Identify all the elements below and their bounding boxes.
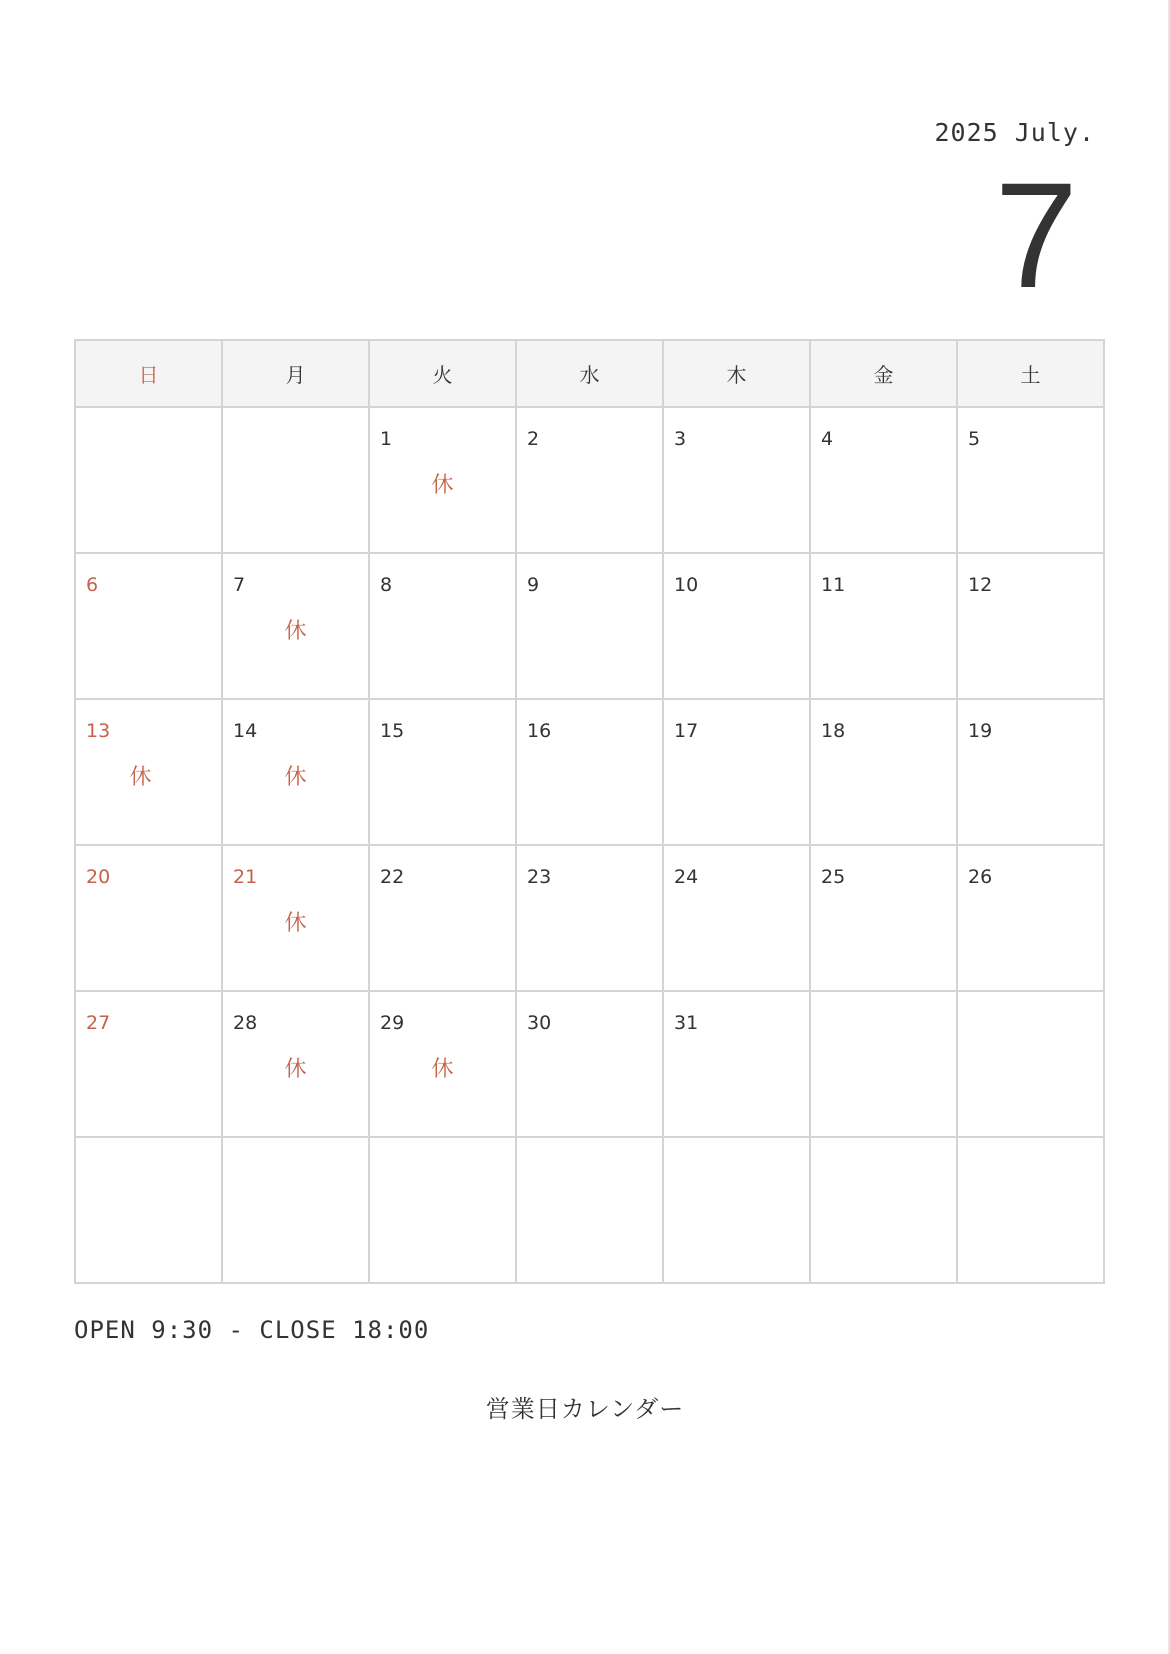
weekday-header-cell: 金 — [810, 340, 957, 407]
calendar-body — [75, 407, 1104, 1283]
calendar-week-row — [75, 991, 1104, 1137]
day-number: 6 — [86, 574, 99, 596]
calendar-day-cell — [75, 845, 222, 991]
calendar-day-cell — [369, 845, 516, 991]
calendar-day-cell — [957, 845, 1104, 991]
day-number: 16 — [527, 720, 552, 742]
calendar-day-cell — [957, 553, 1104, 699]
calendar-caption: 営業日カレンダー — [485, 1395, 685, 1423]
calendar-empty-cell — [810, 1137, 957, 1283]
calendar-day-cell — [810, 407, 957, 553]
calendar-empty-cell — [810, 991, 957, 1137]
day-number: 18 — [821, 720, 846, 742]
day-number: 10 — [674, 574, 699, 596]
closed-day-mark: 休 — [129, 765, 152, 790]
day-number: 28 — [233, 1012, 258, 1034]
day-number: 15 — [380, 720, 405, 742]
calendar-grid — [74, 339, 1105, 1284]
calendar-day-cell — [663, 845, 810, 991]
calendar-day-cell — [516, 845, 663, 991]
day-number: 4 — [821, 428, 834, 450]
day-number: 23 — [527, 866, 552, 888]
month-number: 7 — [994, 151, 1078, 319]
calendar-day-cell — [75, 991, 222, 1137]
day-number: 8 — [380, 574, 393, 596]
calendar-day-cell — [810, 553, 957, 699]
calendar-week-row — [75, 845, 1104, 991]
closed-day-mark: 休 — [284, 619, 307, 644]
calendar-week-row — [75, 553, 1104, 699]
weekday-header-cell: 水 — [516, 340, 663, 407]
calendar-day-cell — [516, 699, 663, 845]
day-number: 2 — [527, 428, 540, 450]
calendar-empty-cell — [957, 991, 1104, 1137]
calendar-empty-cell — [222, 407, 369, 553]
year-month-label: 2025 July. — [934, 118, 1095, 147]
calendar-day-cell — [369, 553, 516, 699]
calendar-day-cell — [957, 699, 1104, 845]
calendar-empty-cell — [369, 1137, 516, 1283]
weekday-row — [75, 340, 1104, 407]
closed-day-mark: 休 — [431, 473, 454, 498]
day-number: 9 — [527, 574, 540, 596]
day-number: 11 — [821, 574, 846, 596]
calendar-empty-cell — [75, 407, 222, 553]
day-number: 3 — [674, 428, 687, 450]
day-number: 31 — [674, 1012, 699, 1034]
weekday-header-cell: 月 — [222, 340, 369, 407]
business-hours: OPEN 9:30 - CLOSE 18:00 — [74, 1316, 430, 1344]
calendar-day-cell — [222, 991, 369, 1137]
calendar-empty-cell — [516, 1137, 663, 1283]
calendar-day-cell — [957, 407, 1104, 553]
calendar-day-cell — [369, 991, 516, 1137]
day-number: 12 — [968, 574, 993, 596]
day-number: 1 — [380, 428, 393, 450]
calendar-day-cell — [75, 699, 222, 845]
calendar-empty-cell — [957, 1137, 1104, 1283]
calendar-day-cell — [663, 407, 810, 553]
day-number: 7 — [233, 574, 246, 596]
day-number: 14 — [233, 720, 258, 742]
calendar-day-cell — [222, 553, 369, 699]
calendar-week-row — [75, 407, 1104, 553]
day-number: 21 — [233, 866, 258, 888]
day-number: 26 — [968, 866, 993, 888]
day-number: 27 — [86, 1012, 111, 1034]
weekday-header-cell: 日 — [75, 340, 222, 407]
calendar-week-row — [75, 699, 1104, 845]
weekday-header-row — [75, 340, 1104, 407]
day-number: 24 — [674, 866, 699, 888]
closed-day-mark: 休 — [431, 1057, 454, 1082]
calendar-day-cell — [810, 845, 957, 991]
calendar-empty-cell — [663, 1137, 810, 1283]
calendar-empty-cell — [75, 1137, 222, 1283]
weekday-header-cell: 木 — [663, 340, 810, 407]
calendar-week-row — [75, 1137, 1104, 1283]
calendar-day-cell — [516, 407, 663, 553]
calendar-day-cell — [516, 991, 663, 1137]
day-number: 5 — [968, 428, 981, 450]
calendar-day-cell — [810, 699, 957, 845]
day-number: 17 — [674, 720, 699, 742]
calendar-day-cell — [222, 845, 369, 991]
weekday-header-cell: 土 — [957, 340, 1104, 407]
calendar-day-cell — [663, 991, 810, 1137]
calendar-day-cell — [222, 699, 369, 845]
calendar-empty-cell — [222, 1137, 369, 1283]
day-number: 30 — [527, 1012, 552, 1034]
day-number: 13 — [86, 720, 111, 742]
calendar-day-cell — [663, 699, 810, 845]
day-number: 20 — [86, 866, 111, 888]
day-number: 22 — [380, 866, 405, 888]
closed-day-mark: 休 — [284, 911, 307, 936]
calendar-day-cell — [75, 553, 222, 699]
calendar-day-cell — [369, 407, 516, 553]
closed-day-mark: 休 — [284, 1057, 307, 1082]
calendar-day-cell — [516, 553, 663, 699]
calendar-day-cell — [369, 699, 516, 845]
day-number: 25 — [821, 866, 846, 888]
day-number: 29 — [380, 1012, 405, 1034]
day-number: 19 — [968, 720, 993, 742]
calendar-day-cell — [663, 553, 810, 699]
closed-day-mark: 休 — [284, 765, 307, 790]
weekday-header-cell: 火 — [369, 340, 516, 407]
